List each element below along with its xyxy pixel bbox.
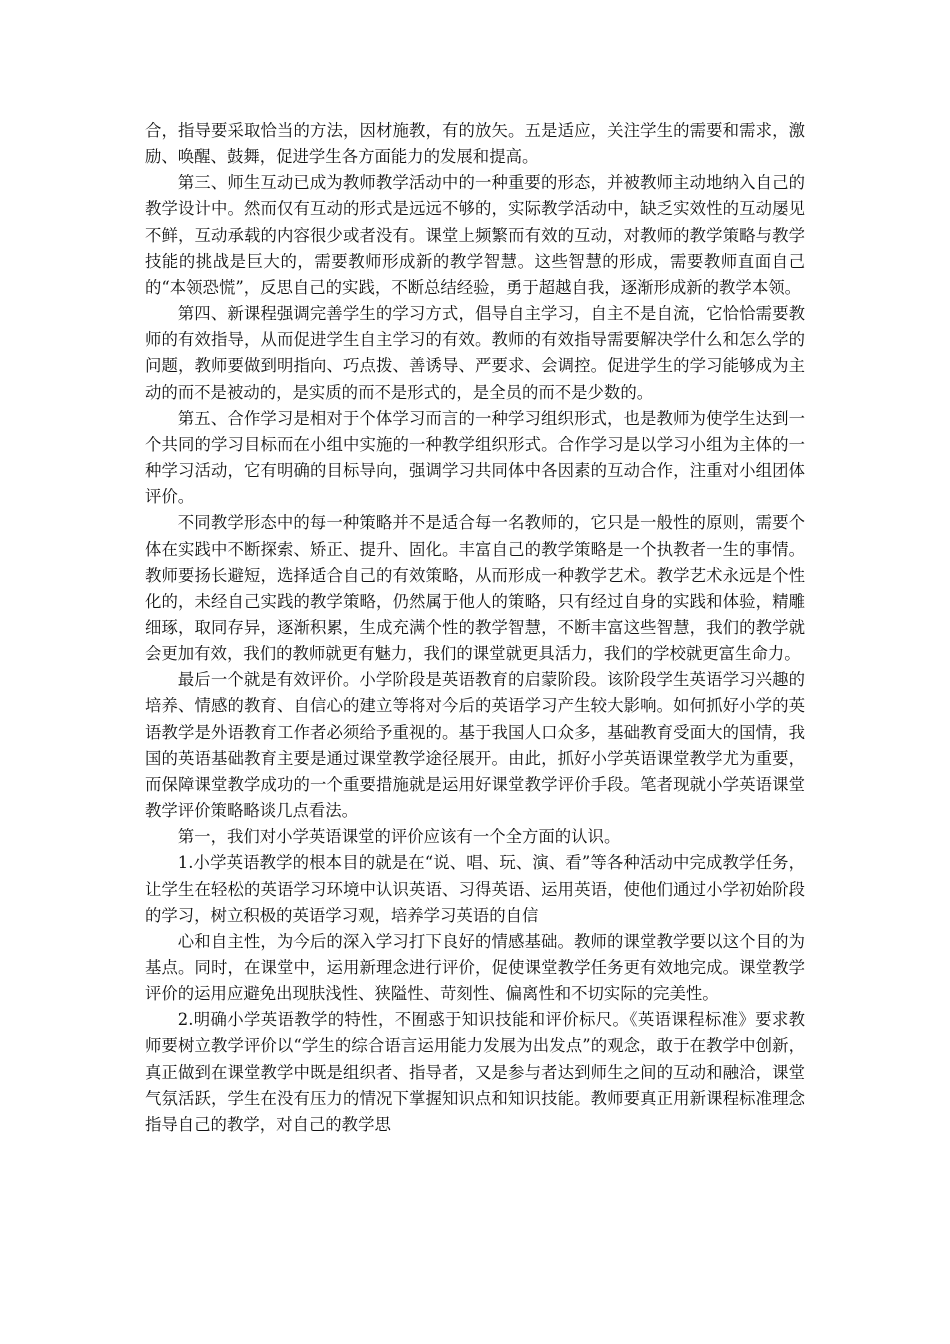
paragraph-item-1-continued: 心和自主性，为今后的深入学习打下良好的情感基础。教师的课堂教学要以这个目的为基点。同时，在课堂中，运用新理念进行评价，促使课堂教学任务更有效地完成。课堂教学评价的运用应避免出现肤浅性、狭隘性、苛刻性、偏离性和不切实际的完美性。: [145, 931, 805, 1004]
paragraph-first-point: 第一，我们对小学英语课堂的评价应该有一个全方面的认识。: [177, 827, 621, 847]
paragraph-item-2: 2.明确小学英语教学的特性，不囿惑于知识技能和评价标尺。《英语课程标准》要求教师要树立教学评价以“学生的综合语言运用能力发展为出发点”的观念，敢于在教学中创新，真正做到在课堂教学中既是组织者、指导者，又是参与者达到师生之间的互动和融洽，课堂气氛活跃，学生在没有压力的情况下掌握知识点和知识技能。教师要真正用新课程标准理念指导自己的教学，对自己的教学思: [145, 1010, 805, 1134]
paragraph-effective-evaluation: 最后一个就是有效评价。小学阶段是英语教育的启蒙阶段。该阶段学生英语学习兴趣的培养、情感的教育、自信心的建立等将对今后的英语学习产生较大影响。如何抓好小学的英语教学是外语教育工作者必须给予重视的。基于我国人口众多，基础教育受面大的国情，我国的英语基础教育主要是通过课堂教学途径展开。由此，抓好小学英语课堂教学尤为重要，而保障课堂教学成功的一个重要措施就是运用好课堂教学评价手段。笔者现就小学英语课堂教学评价策略略谈几点看法。: [145, 670, 805, 821]
paragraph-fifth-point: 第五、合作学习是相对于个体学习而言的一种学习组织形式，也是教师为使学生达到一个共同的学习目标而在小组中实施的一种教学组织形式。合作学习是以学习小组为主体的一种学习活动，它有明确的目标导向，强调学习共同体中各因素的互动合作，注重对小组团体评价。: [145, 408, 805, 507]
paragraph-third-point: 第三、师生互动已成为教师教学活动中的一种重要的形态，并被教师主动地纳入自己的教学设计中。然而仅有互动的形式是远远不够的，实际教学活动中，缺乏实效性的互动屡见不鲜，互动承载的内容很少或者没有。课堂上频繁而有效的互动，对教师的教学策略与教学技能的挑战是巨大的，需要教师形成新的教学智慧。这些智慧的形成，需要教师直面自己的“本领恐慌”，反思自己的实践，不断总结经验，勇于超越自我，逐渐形成新的教学本领。: [145, 173, 805, 297]
paragraph-item-1: 1.小学英语教学的根本目的就是在“说、唱、玩、演、看”等各种活动中完成教学任务，让学生在轻松的英语学习环境中认识英语、习得英语、运用英语，使他们通过小学初始阶段的学习，树立积极的英语学习观，培养学习英语的自信: [145, 853, 805, 925]
paragraph-continued-intro: 合，指导要采取恰当的方法，因材施教，有的放矢。五是适应，关注学生的需要和需求，激励、唤醒、鼓舞，促进学生各方面能力的发展和提高。: [145, 121, 805, 167]
paragraph-fourth-point: 第四、新课程强调完善学生的学习方式，倡导自主学习，自主不是自流，它恰恰需要教师的有效指导，从而促进学生自主学习的有效。教师的有效指导需要解决学什么和怎么学的问题，教师要做到明指向、巧点拨、善诱导、严要求、会调控。促进学生的学习能够成为主动的而不是被动的，是实质的而不是形式的，是全员的而不是少数的。: [145, 304, 805, 402]
document-page: [145, 118, 805, 1138]
paragraph-teaching-strategy: 不同教学形态中的每一种策略并不是适合每一名教师的，它只是一般性的原则，需要个体在实践中不断探索、矫正、提升、固化。丰富自己的教学策略是一个执教者一生的事情。教师要扬长避短，选择适合自己的有效策略，从而形成一种教学艺术。教学艺术永远是个性化的，未经自己实践的教学策略，仍然属于他人的策略，只有经过自身的实践和体验，精雕细琢，取同存异，逐渐积累，生成充满个性的教学智慧，不断丰富这些智慧，我们的教学就会更加有效，我们的教师就更有魅力，我们的课堂就更具活力，我们的学校就更富生命力。: [145, 513, 805, 664]
